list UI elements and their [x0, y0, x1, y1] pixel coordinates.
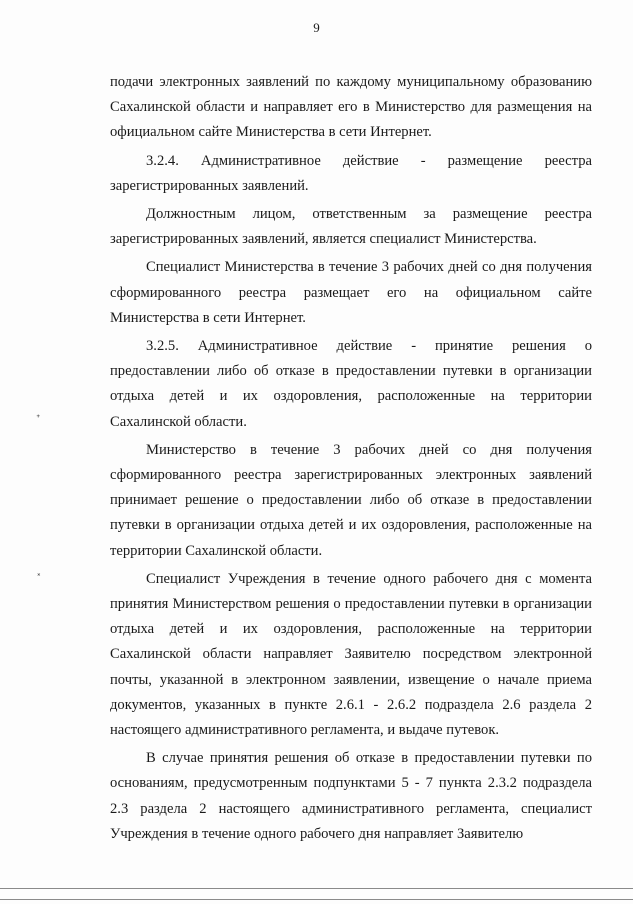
paragraph-continuation: подачи электронных заявлений по каждому муниципальному образованию Сахалинской области и направляет его в Министерство для размещения на официальном сайте Министерства в сети Интернет. — [110, 74, 592, 141]
paragraph-registry-publication: Специалист Министерства в течение 3 рабочих дней со дня получения сформированного реестра размещает его на официальном сайте Министерства в сети Интернет. — [110, 259, 592, 326]
document-body — [110, 70, 592, 847]
scan-mark: ᐩ — [36, 412, 41, 425]
scan-mark: ˟ — [36, 572, 42, 585]
scan-edge-line — [0, 888, 633, 889]
paragraph-notification: Специалист Учреждения в течение одного рабочего дня с момента принятия Министерством решения о предоставлении путевки в организации отдыха детей и их оздоровления, расположенные на территории Сахалинской области направляет Заявителю посредством электронной почты, указанной в электронном заявлении, извещение о начале приема документов, указанных в пункте 2.6.1 - 2.6.2 подраздела 2.6 раздела 2 настоящего административного регламента, и выдаче путевок. — [110, 570, 592, 739]
paragraph-3-2-5: 3.2.5. Административное действие - принятие решения о предоставлении либо об отказе в предоставлении путевки в организации отдыха детей и их оздоровления, расположенные на территории Сахалинской области. — [110, 338, 592, 430]
scan-edge-line — [0, 899, 633, 900]
paragraph-ministry-decision: Министерство в течение 3 рабочих дней со дня получения сформированного реестра зарегистрированных электронных заявлений принимает решение о предоставлении либо об отказе в предоставлении путевки в организации отдыха детей и их оздоровления, расположенные на территории Сахалинской области. — [110, 441, 592, 559]
paragraph-responsible-official: Должностным лицом, ответственным за размещение реестра зарегистрированных заявлений, является специалист Министерства. — [110, 206, 592, 248]
page-number: 9 — [313, 20, 320, 35]
paragraph-3-2-4: 3.2.4. Административное действие - размещение реестра зарегистрированных заявлений. — [110, 152, 592, 194]
paragraph-refusal: В случае принятия решения об отказе в предоставлении путевки по основаниям, предусмотренным подпунктами 5 - 7 пункта 2.3.2 подраздела 2.3 раздела 2 настоящего административного регламента, специалист Учреждения в течение одного рабочего дня направляет Заявителю — [110, 750, 592, 842]
